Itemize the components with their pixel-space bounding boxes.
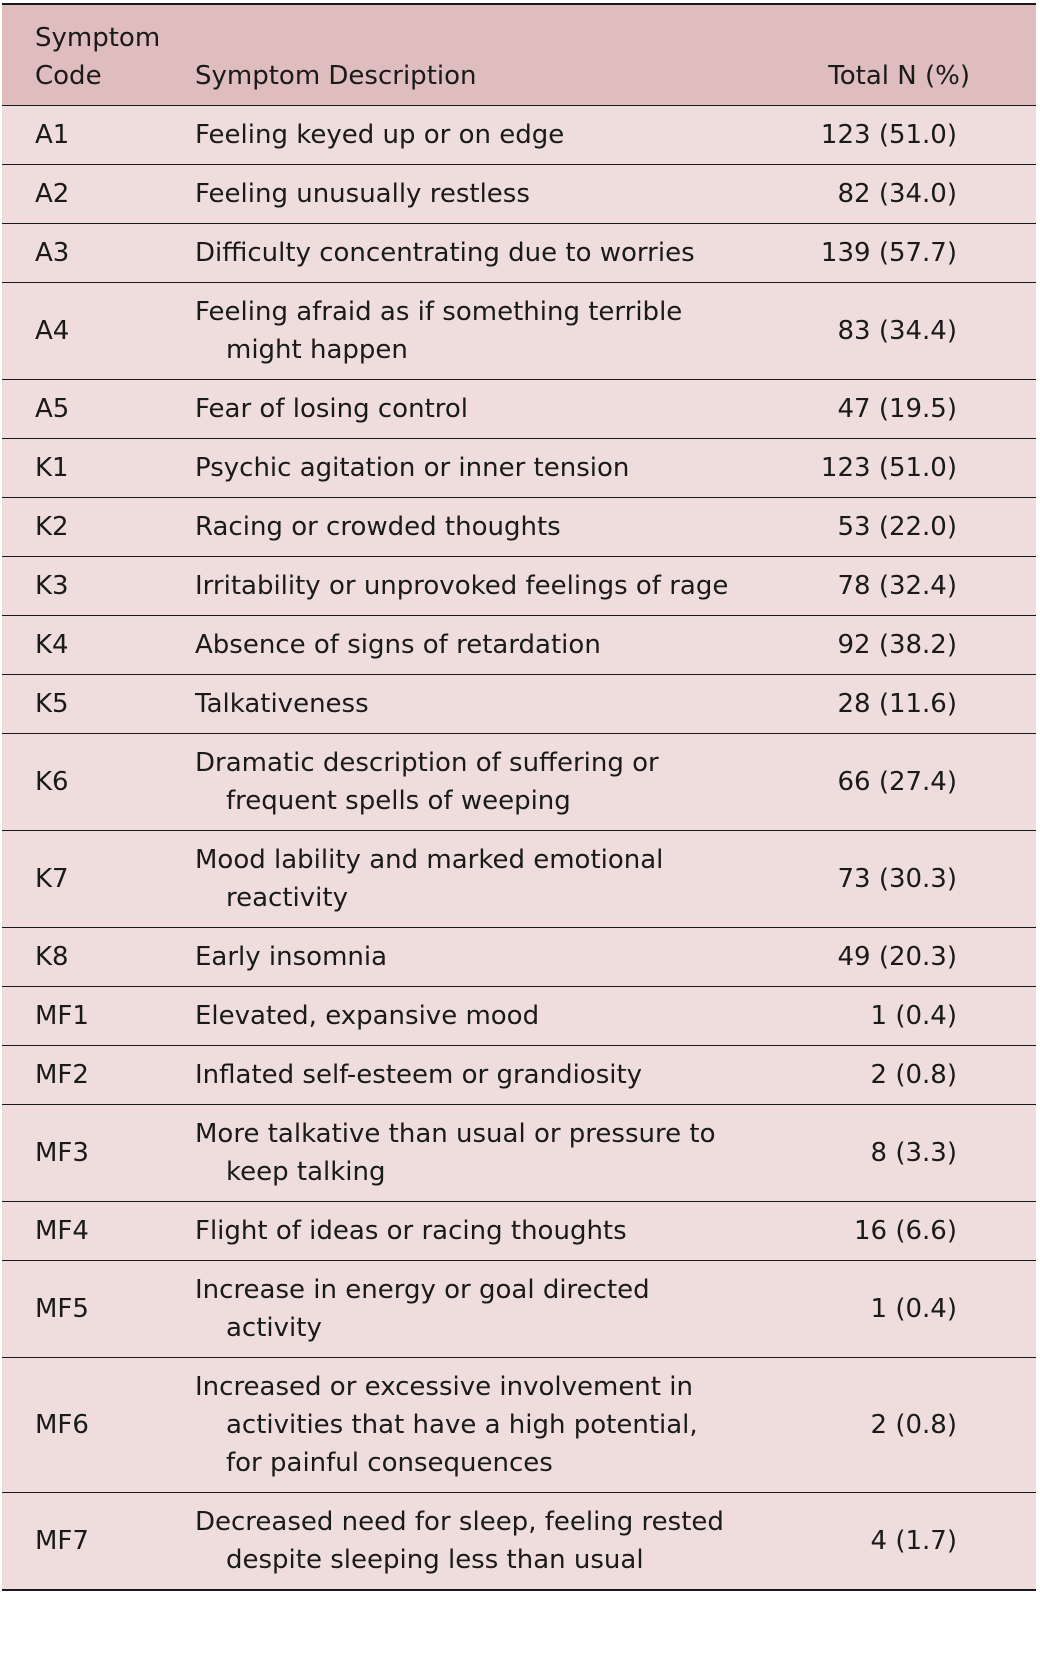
header-row xyxy=(2,4,1036,106)
table-row xyxy=(2,675,1036,734)
total-percent: (34.4) xyxy=(878,316,957,346)
table-body xyxy=(2,106,1036,1591)
table-row xyxy=(2,498,1036,557)
header-total: Total N (%) xyxy=(828,61,970,91)
total-cell xyxy=(765,106,1036,165)
symptom-description-text: Early insomnia xyxy=(195,942,388,972)
symptom-description-text: Increase in energy or goal directed activity xyxy=(195,1275,650,1343)
total-count: 83 xyxy=(837,316,871,346)
table-row xyxy=(2,380,1036,439)
symptom-description-text: Dramatic description of suffering or frequent spells of weeping xyxy=(195,748,659,816)
total-cell xyxy=(765,734,1036,831)
symptom-description-cell xyxy=(185,165,765,224)
total-count: 78 xyxy=(837,571,871,601)
table-row xyxy=(2,1202,1036,1261)
symptom-code-cell: MF4 xyxy=(35,1216,89,1246)
total-count: 66 xyxy=(837,767,871,797)
total-percent: (30.3) xyxy=(878,864,957,894)
table-row xyxy=(2,1105,1036,1202)
symptom-description-cell xyxy=(185,831,765,928)
table-row xyxy=(2,106,1036,165)
total-count: 4 xyxy=(870,1526,888,1556)
total-percent: (6.6) xyxy=(895,1216,957,1246)
symptom-description-text: Feeling keyed up or on edge xyxy=(195,120,565,150)
table-row xyxy=(2,1046,1036,1105)
total-count: 139 xyxy=(820,238,871,268)
total-cell xyxy=(765,283,1036,380)
symptom-description-cell xyxy=(185,1105,765,1202)
symptom-description-cell xyxy=(185,1358,765,1493)
symptom-description-cell xyxy=(185,1202,765,1261)
symptom-description-text: Inflated self-esteem or grandiosity xyxy=(195,1060,643,1090)
table-row xyxy=(2,928,1036,987)
total-percent: (38.2) xyxy=(878,630,957,660)
total-percent: (34.0) xyxy=(878,179,957,209)
symptom-description-cell xyxy=(185,380,765,439)
symptom-code-cell: MF3 xyxy=(35,1138,89,1168)
symptom-description-text: Feeling afraid as if something terrible might happen xyxy=(195,297,683,365)
table-row xyxy=(2,224,1036,283)
total-cell xyxy=(765,1358,1036,1493)
total-cell xyxy=(765,380,1036,439)
symptom-description-text: Difficulty concentrating due to worries xyxy=(195,238,695,268)
symptom-code-cell: K1 xyxy=(35,453,69,483)
symptom-description-text: More talkative than usual or pressure to keep talking xyxy=(195,1119,716,1187)
symptom-description-text: Racing or crowded thoughts xyxy=(195,512,561,542)
symptom-code-cell: K5 xyxy=(35,689,69,719)
symptom-code-cell: K4 xyxy=(35,630,69,660)
total-cell xyxy=(765,675,1036,734)
total-cell xyxy=(765,224,1036,283)
symptom-code-cell: K2 xyxy=(35,512,69,542)
symptom-description-cell xyxy=(185,734,765,831)
total-count: 1 xyxy=(870,1294,888,1324)
total-percent: (51.0) xyxy=(878,453,957,483)
symptom-description-cell xyxy=(185,928,765,987)
header-symptom-code: Symptom Code xyxy=(35,23,161,91)
symptom-description-cell xyxy=(185,1261,765,1358)
symptom-description-cell xyxy=(185,283,765,380)
symptom-code-cell: A3 xyxy=(35,238,70,268)
total-cell xyxy=(765,831,1036,928)
table-row xyxy=(2,1493,1036,1591)
total-cell xyxy=(765,987,1036,1046)
total-percent: (57.7) xyxy=(878,238,957,268)
header-symptom-description: Symptom Description xyxy=(195,61,477,91)
symptom-description-cell xyxy=(185,557,765,616)
total-cell xyxy=(765,498,1036,557)
symptom-code-cell: K8 xyxy=(35,942,69,972)
table-row xyxy=(2,734,1036,831)
symptom-description-text: Fear of losing control xyxy=(195,394,469,424)
symptom-description-text: Elevated, expansive mood xyxy=(195,1001,540,1031)
total-percent: (1.7) xyxy=(895,1526,957,1556)
symptom-description-text: Irritability or unprovoked feelings of rage xyxy=(195,571,729,601)
table-row xyxy=(2,439,1036,498)
total-percent: (51.0) xyxy=(878,120,957,150)
table-row xyxy=(2,616,1036,675)
total-count: 92 xyxy=(837,630,871,660)
symptom-code-cell: A2 xyxy=(35,179,70,209)
symptom-code-cell: MF6 xyxy=(35,1410,89,1440)
total-cell xyxy=(765,165,1036,224)
total-count: 53 xyxy=(837,512,871,542)
table-row xyxy=(2,831,1036,928)
table-row xyxy=(2,165,1036,224)
symptom-description-text: Flight of ideas or racing thoughts xyxy=(195,1216,627,1246)
total-count: 8 xyxy=(870,1138,888,1168)
total-cell xyxy=(765,439,1036,498)
symptom-code-cell: MF2 xyxy=(35,1060,89,1090)
total-count: 2 xyxy=(870,1410,888,1440)
total-cell xyxy=(765,928,1036,987)
total-cell xyxy=(765,1493,1036,1591)
total-count: 2 xyxy=(870,1060,888,1090)
symptom-description-text: Increased or excessive involvement in activities that have a high potential, for painful consequences xyxy=(195,1372,698,1478)
symptom-table-container xyxy=(2,3,1036,1591)
total-count: 49 xyxy=(837,942,871,972)
symptom-description-cell xyxy=(185,1493,765,1591)
total-percent: (32.4) xyxy=(878,571,957,601)
total-cell xyxy=(765,616,1036,675)
symptom-code-cell: MF1 xyxy=(35,1001,89,1031)
symptom-description-cell xyxy=(185,616,765,675)
symptom-code-cell: A4 xyxy=(35,316,70,346)
total-count: 82 xyxy=(837,179,871,209)
total-percent: (3.3) xyxy=(895,1138,957,1168)
symptom-description-cell xyxy=(185,224,765,283)
symptom-description-text: Decreased need for sleep, feeling rested despite sleeping less than usual xyxy=(195,1507,724,1575)
table-row xyxy=(2,557,1036,616)
symptom-description-cell xyxy=(185,439,765,498)
symptom-description-cell xyxy=(185,675,765,734)
total-count: 123 xyxy=(820,120,871,150)
symptom-description-text: Psychic agitation or inner tension xyxy=(195,453,630,483)
total-cell xyxy=(765,1202,1036,1261)
total-cell xyxy=(765,1105,1036,1202)
symptom-code-cell: MF7 xyxy=(35,1526,89,1556)
total-percent: (22.0) xyxy=(878,512,957,542)
total-percent: (0.4) xyxy=(895,1001,957,1031)
symptom-description-text: Feeling unusually restless xyxy=(195,179,530,209)
symptom-description-cell xyxy=(185,498,765,557)
symptom-description-cell xyxy=(185,106,765,165)
symptom-table xyxy=(2,3,1036,1591)
symptom-code-cell: K6 xyxy=(35,767,69,797)
total-count: 123 xyxy=(820,453,871,483)
total-cell xyxy=(765,1046,1036,1105)
total-percent: (27.4) xyxy=(878,767,957,797)
symptom-description-text: Absence of signs of retardation xyxy=(195,630,601,660)
total-cell xyxy=(765,1261,1036,1358)
total-cell xyxy=(765,557,1036,616)
symptom-code-cell: K3 xyxy=(35,571,69,601)
table-header xyxy=(2,4,1036,106)
total-count: 16 xyxy=(854,1216,888,1246)
table-row xyxy=(2,987,1036,1046)
table-row xyxy=(2,283,1036,380)
total-count: 1 xyxy=(870,1001,888,1031)
total-count: 73 xyxy=(837,864,871,894)
table-row xyxy=(2,1261,1036,1358)
total-percent: (0.8) xyxy=(895,1060,957,1090)
symptom-code-cell: MF5 xyxy=(35,1294,89,1324)
symptom-description-text: Mood lability and marked emotional reactivity xyxy=(195,845,664,913)
total-count: 47 xyxy=(837,394,871,424)
symptom-code-cell: K7 xyxy=(35,864,69,894)
symptom-description-cell xyxy=(185,1046,765,1105)
symptom-code-cell: A5 xyxy=(35,394,70,424)
total-percent: (19.5) xyxy=(878,394,957,424)
total-count: 28 xyxy=(837,689,871,719)
total-percent: (20.3) xyxy=(878,942,957,972)
table-row xyxy=(2,1358,1036,1493)
symptom-description-cell xyxy=(185,987,765,1046)
total-percent: (0.4) xyxy=(895,1294,957,1324)
total-percent: (11.6) xyxy=(878,689,957,719)
symptom-description-text: Talkativeness xyxy=(195,689,369,719)
total-percent: (0.8) xyxy=(895,1410,957,1440)
symptom-code-cell: A1 xyxy=(35,120,70,150)
